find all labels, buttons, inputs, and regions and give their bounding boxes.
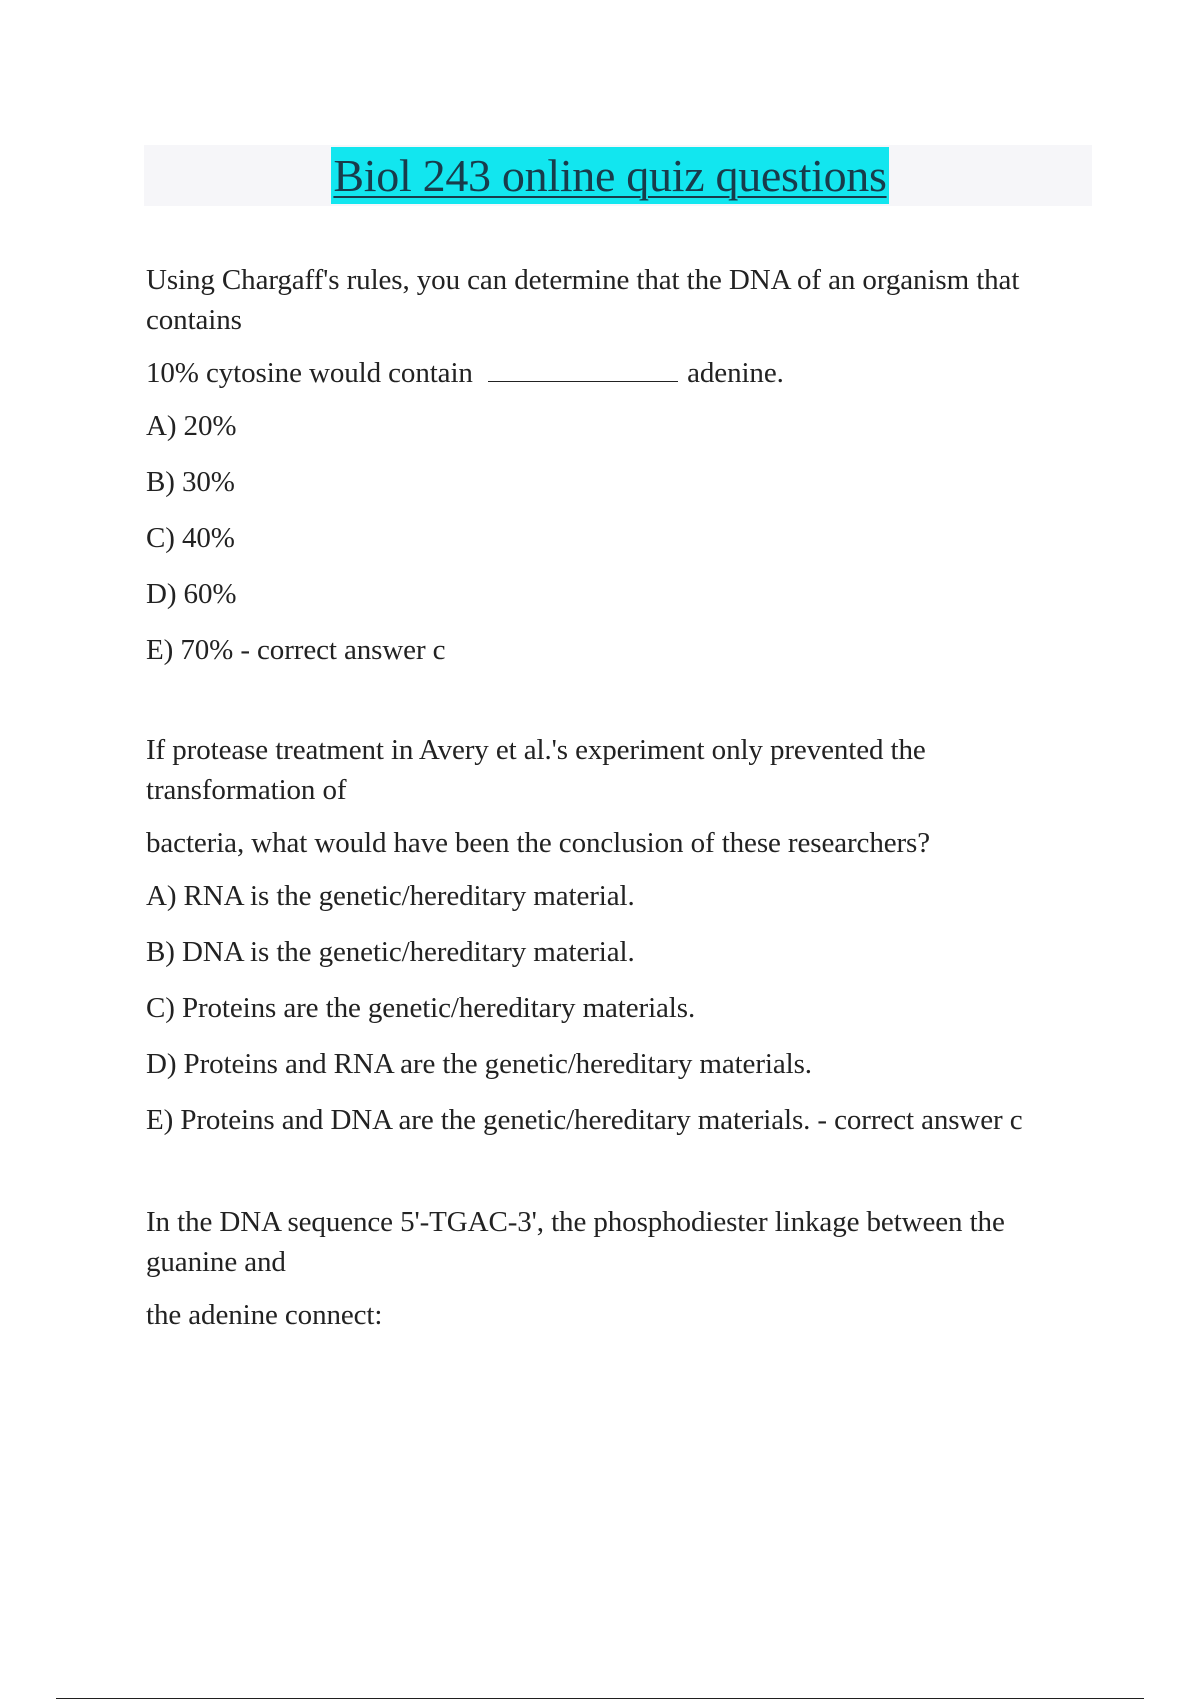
option-c: C) 40% (146, 522, 235, 554)
question-2 (146, 730, 1086, 1140)
document-title: Biol 243 online quiz questions (331, 147, 888, 204)
answer-blank (488, 361, 678, 382)
question-stem-line-1: If protease treatment in Avery et al.'s experiment only prevented the transformation of (146, 734, 926, 806)
option-e: E) Proteins and DNA are the genetic/hereditary materials. - correct answer c (146, 1104, 1023, 1136)
stem-text-after-blank: adenine. (687, 357, 784, 389)
option-b: B) DNA is the genetic/hereditary material. (146, 936, 635, 968)
option-d: D) Proteins and RNA are the genetic/hereditary materials. (146, 1048, 812, 1080)
question-stem-line-2: bacteria, what would have been the conclusion of these researchers? (146, 827, 931, 859)
option-a: A) RNA is the genetic/hereditary material. (146, 880, 635, 912)
question-stem-line-1: In the DNA sequence 5'-TGAC-3', the phosphodiester linkage between the guanine and (146, 1206, 1005, 1278)
question-3 (146, 1202, 1086, 1335)
footer-rule (56, 1698, 1144, 1699)
option-a: A) 20% (146, 410, 237, 442)
option-d: D) 60% (146, 578, 237, 610)
title-band (144, 145, 1092, 206)
option-b: B) 30% (146, 466, 235, 498)
question-stem-line-1: Using Chargaff's rules, you can determine that the DNA of an organism that contains (146, 264, 1020, 336)
question-stem-line-2: the adenine connect: (146, 1299, 383, 1331)
option-e: E) 70% - correct answer c (146, 634, 446, 666)
question-1 (146, 260, 1086, 670)
quiz-content (146, 260, 1086, 1348)
question-stem-line-2 (146, 353, 1086, 393)
option-c: C) Proteins are the genetic/hereditary materials. (146, 992, 696, 1024)
stem-text-before-blank: 10% cytosine would contain (146, 357, 473, 389)
